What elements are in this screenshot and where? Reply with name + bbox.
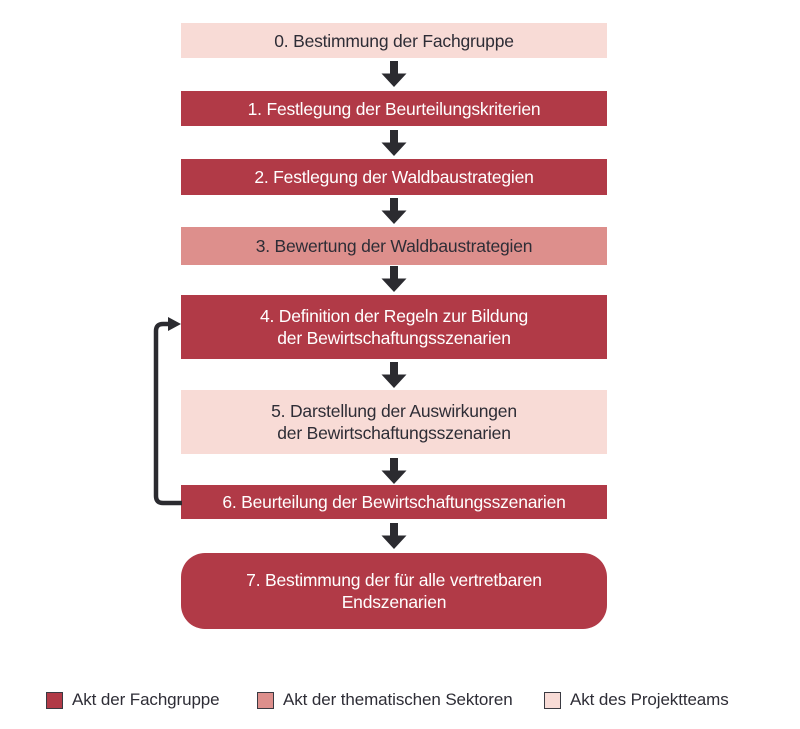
flow-step-0 — [181, 23, 607, 58]
legend-label: Akt der thematischen Sektoren — [283, 690, 513, 709]
down-arrow-icon — [381, 266, 407, 292]
flow-step-6-label: 6. Beurteilung der Bewirtschaftungsszenarien — [222, 492, 566, 512]
flow-step-3-label: 3. Bewertung der Waldbaustrategien — [255, 236, 533, 256]
down-arrow-icon — [381, 61, 407, 87]
legend-swatch-light-pink — [544, 692, 561, 709]
legend-item-thematische-sektoren — [257, 690, 513, 710]
legend-label: Akt des Projektteams — [570, 690, 729, 709]
flow-step-1-label: 1. Festlegung der Beurteilungskriterien — [247, 98, 541, 119]
flow-step-5 — [181, 390, 607, 454]
flow-step-2-label: 2. Festlegung der Waldbaustrategien — [254, 167, 534, 187]
flow-step-5-label-line1: 5. Darstellung der Auswirkungen — [271, 401, 517, 421]
down-arrow-icon — [381, 458, 407, 484]
flow-step-0-label: 0. Bestimmung der Fachgruppe — [274, 30, 514, 51]
legend-swatch-dark-red — [46, 692, 63, 709]
flow-step-7 — [181, 553, 607, 629]
legend-item-projektteam — [544, 690, 729, 710]
flow-step-4 — [181, 295, 607, 359]
legend-swatch-medium-pink — [257, 692, 274, 709]
flow-step-5-label-line2: der Bewirtschaftungsszenarien — [277, 423, 511, 443]
down-arrow-icon — [381, 362, 407, 388]
flow-step-2 — [181, 159, 607, 195]
flow-step-4-label-line1: 4. Definition der Regeln zur Bildung — [259, 306, 529, 326]
flow-step-7-label-line1: 7. Bestimmung der für alle vertretbaren — [246, 570, 542, 590]
flow-step-4-label-line2: der Bewirtschaftungsszenarien — [277, 328, 511, 348]
flow-step-6 — [181, 485, 607, 519]
legend-item-fachgruppe — [46, 690, 220, 710]
down-arrow-icon — [381, 130, 407, 156]
flow-step-7-label-line2: Endszenarien — [341, 592, 447, 612]
down-arrow-icon — [381, 523, 407, 549]
flow-step-3 — [181, 227, 607, 265]
down-arrow-icon — [381, 198, 407, 224]
flow-step-1 — [181, 91, 607, 126]
legend-label: Akt der Fachgruppe — [72, 690, 220, 709]
